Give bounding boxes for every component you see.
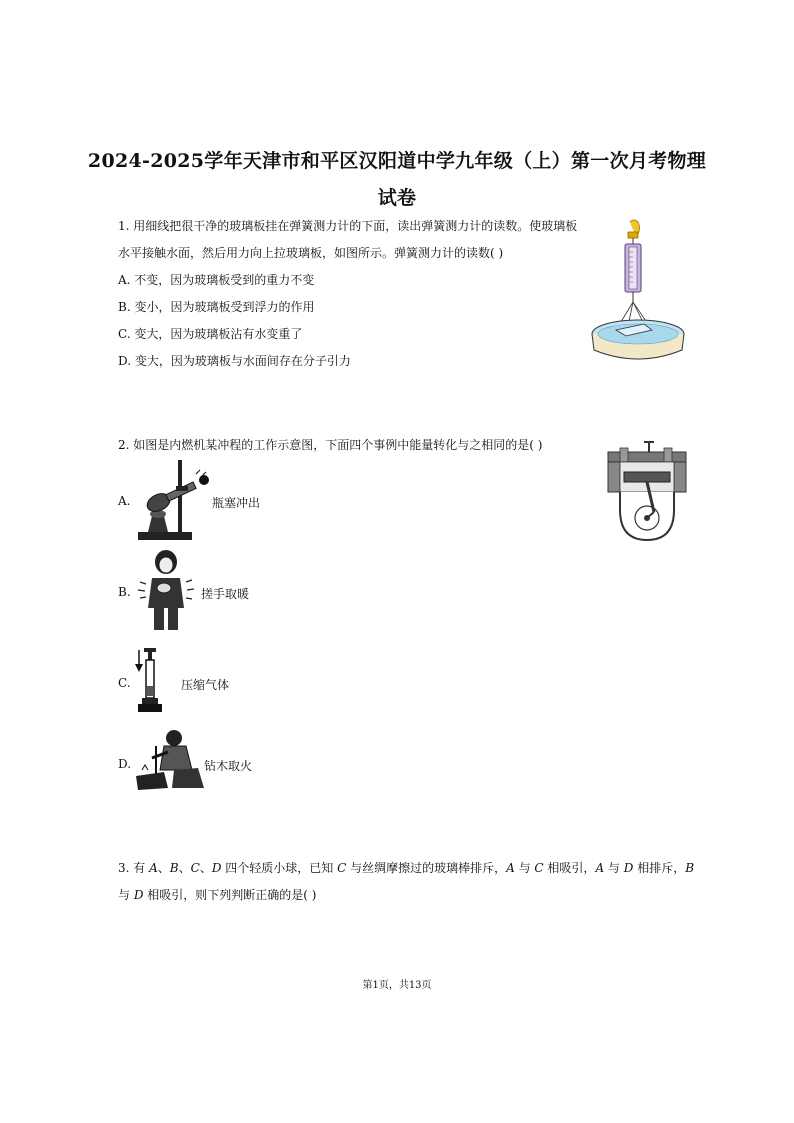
compress-gas-figure — [134, 646, 164, 716]
q1-option-b: B. 变小，因为玻璃板受到浮力的作用 — [118, 300, 315, 314]
q2-option-c-text: 压缩气体 — [181, 678, 230, 692]
page-title: 2024-2025学年天津市和平区汉阳道中学九年级（上）第一次月考物理 — [87, 150, 707, 172]
drill-wood-fire-figure — [134, 728, 206, 792]
page-title-line2: 试卷 — [377, 187, 417, 209]
q2-option-d-letter: D. — [118, 757, 132, 771]
q3-stem-line2: 与 D 相吸引，则下列判断正确的是( ) — [118, 888, 317, 902]
q2-option-a-letter: A. — [118, 494, 131, 508]
bottle-cork-figure — [134, 458, 214, 542]
spring-scale-figure — [588, 218, 690, 368]
q3-stem-line1: 3. 有 A、B、C、D 四个轻质小球，已知 C 与丝绸摩擦过的玻璃棒排斥，A 与 C 相吸引，A 与 D 相排斥，B — [118, 861, 695, 875]
q2-option-a-text: 瓶塞冲出 — [212, 496, 261, 510]
q2-stem: 2. 如图是内燃机某冲程的工作示意图，下面四个事例中能量转化与之相同的是( ) — [118, 438, 543, 452]
q2-option-d-text: 钻木取火 — [204, 759, 253, 773]
q1-option-c: C. 变大，因为玻璃板沾有水变重了 — [118, 327, 303, 341]
q1-option-a: A. 不变，因为玻璃板受到的重力不变 — [118, 273, 315, 287]
page-footer: 第1页，共13页 — [362, 980, 432, 991]
rub-hands-figure — [134, 548, 198, 632]
q1-option-d: D. 变大，因为玻璃板与水面间存在分子引力 — [118, 354, 351, 368]
q2-option-b-letter: B. — [118, 585, 131, 599]
q1-stem-line2: 水平接触水面，然后用力向上拉玻璃板，如图所示。弹簧测力计的读数( ) — [118, 246, 504, 260]
engine-stroke-figure — [606, 440, 688, 542]
q1-stem-line1: 1. 用细线把很干净的玻璃板挂在弹簧测力计的下面，读出弹簧测力计的读数。使玻璃板 — [118, 219, 578, 233]
q2-option-c-letter: C. — [118, 676, 131, 690]
q2-option-b-text: 搓手取暖 — [201, 587, 250, 601]
